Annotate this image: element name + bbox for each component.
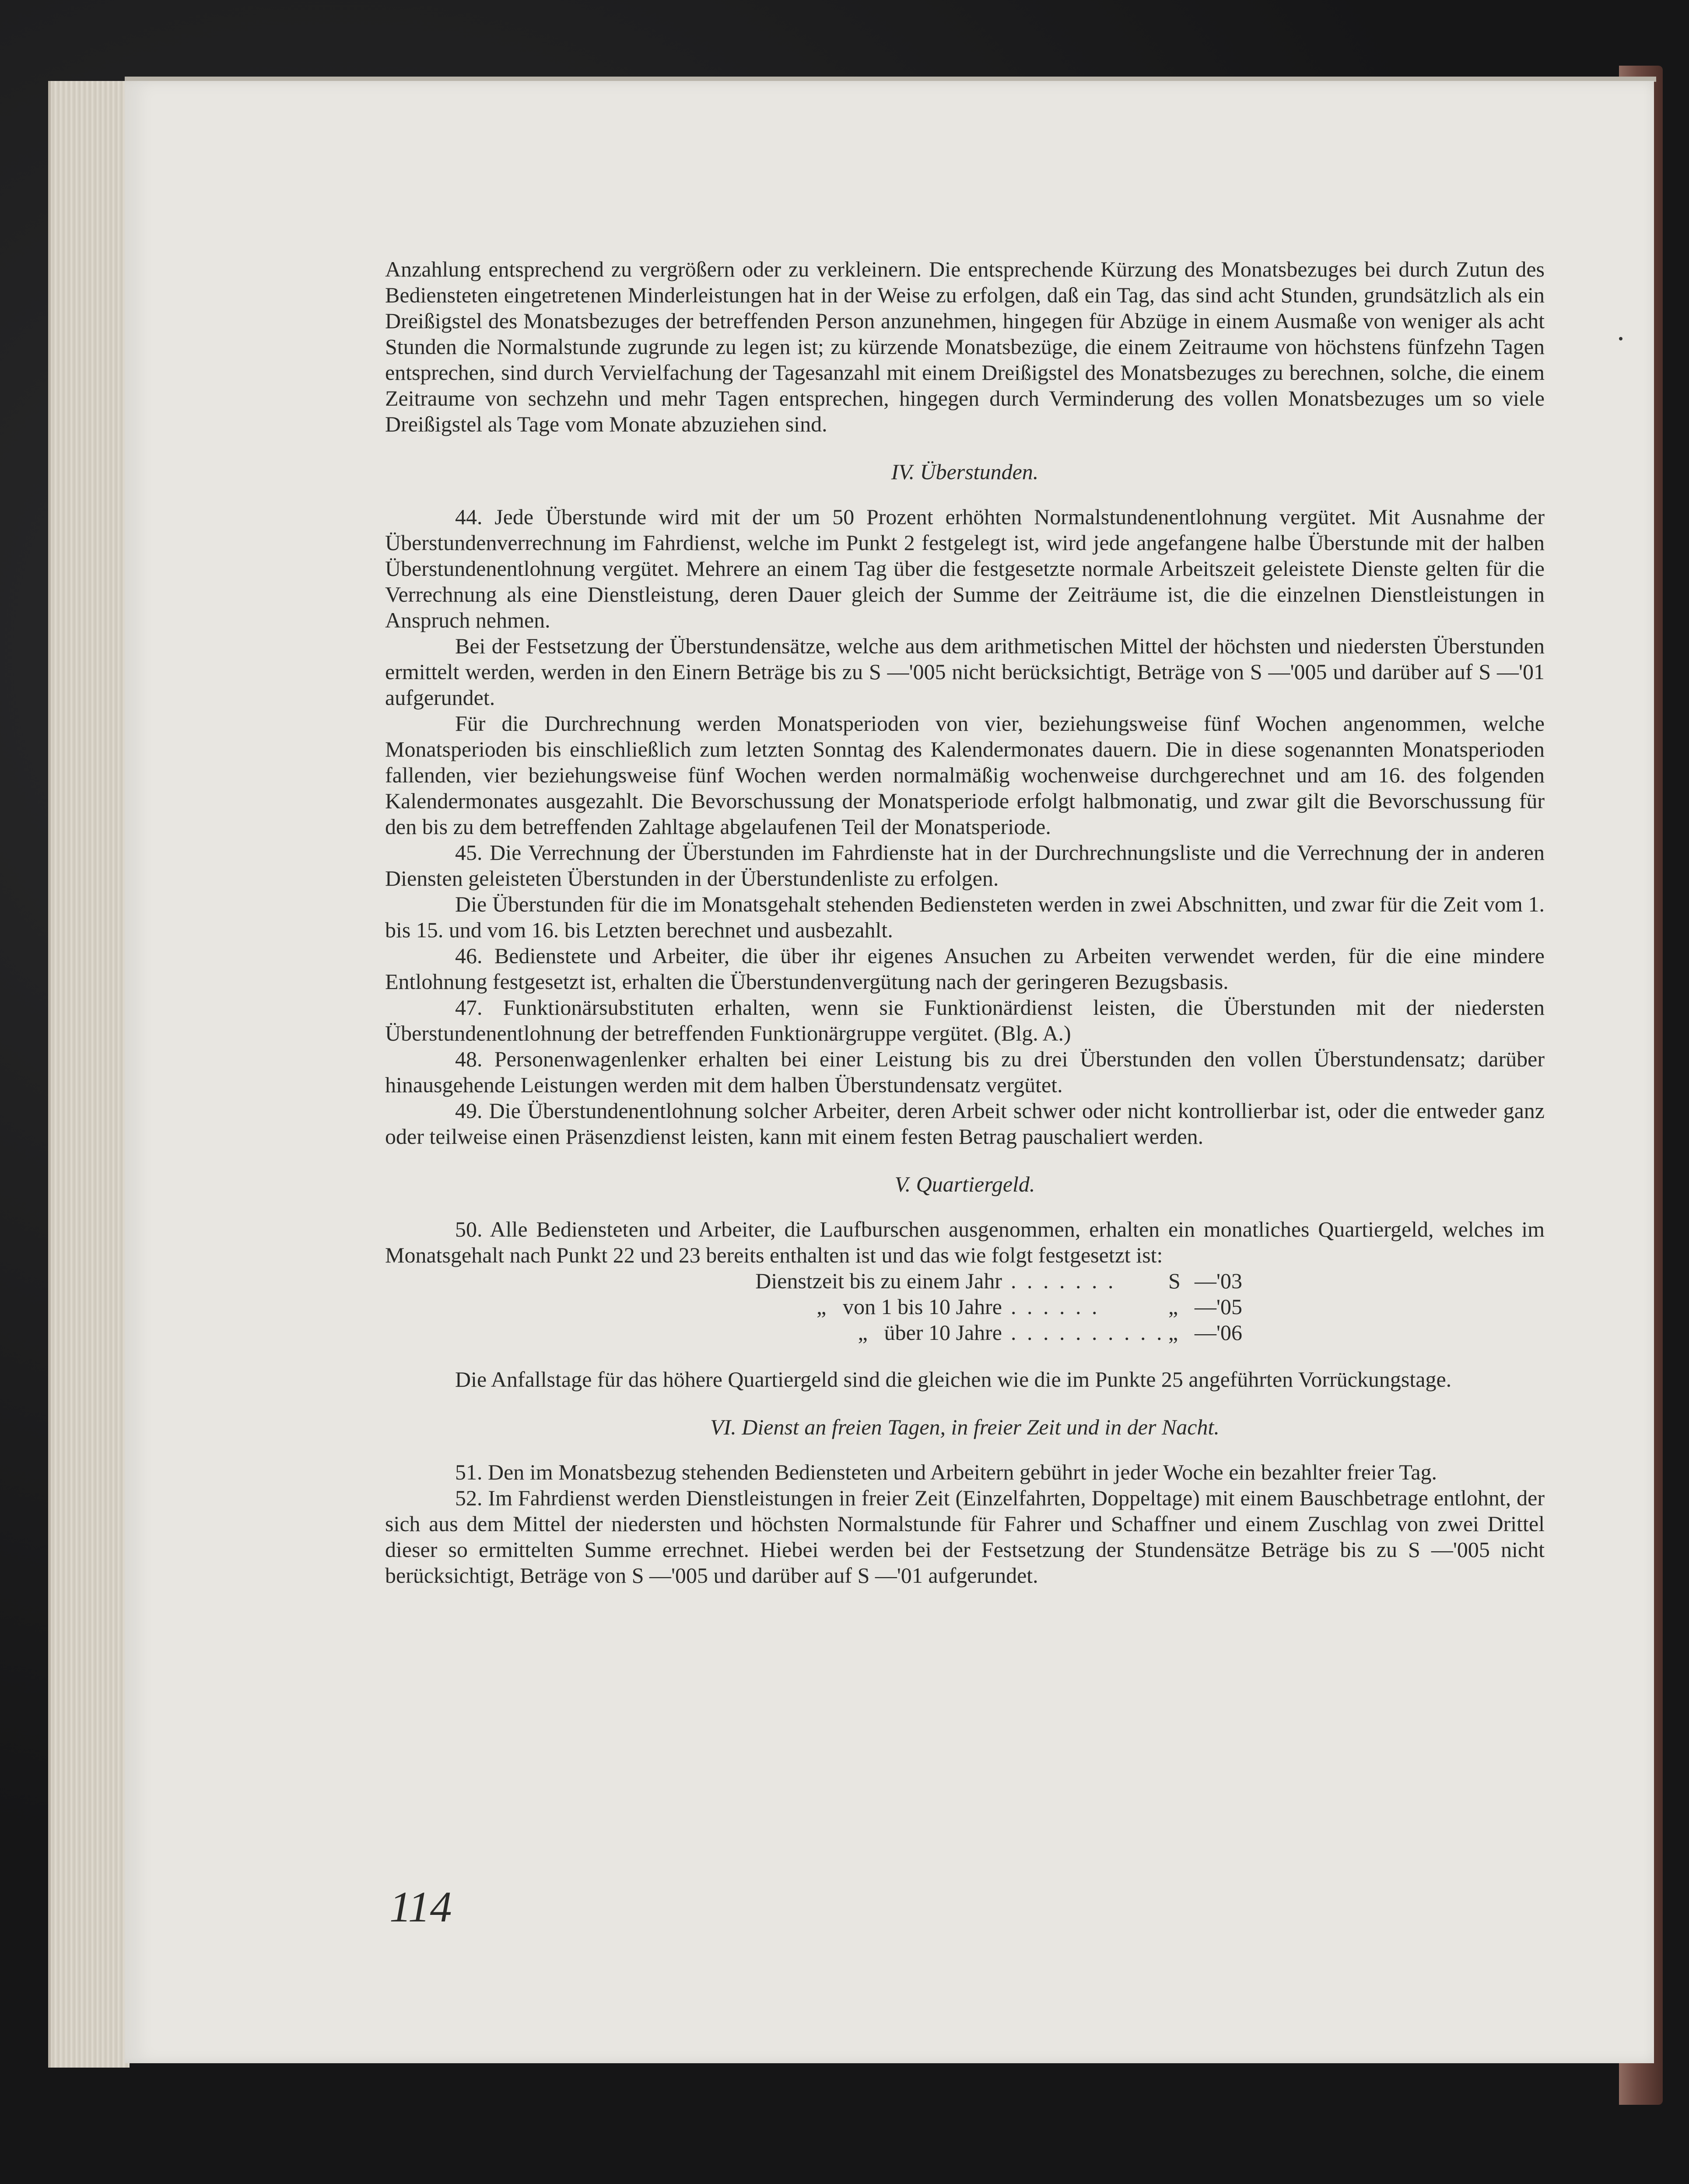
row-value: —'06 — [1195, 1320, 1243, 1345]
section-heading-4: IV. Überstunden. — [891, 459, 1039, 484]
paragraph-49: 49. Die Überstundenentlohnung solcher Arbeiter, deren Arbeit schwer oder nicht kontrollierbar ist, oder die entweder ganz oder teilweise einen Präsenzdienst leisten, kann mit einem festen Betrag pauschaliert werden. — [385, 1098, 1545, 1149]
paragraph-continuation: Anzahlung entsprechend zu vergrößern oder zu verkleinern. Die entsprechende Kürzung des Monatsbezuges bei durch Zutun des Bediensteten eingetretenen Minderleistungen hat in der Weise zu erfolgen, daß ein Tag, das sind acht Stunden, grundsätzlich als ein Dreißigstel des Monatsbezuges der betreffenden Person anzunehmen, hingegen für Abzüge in einem Ausmaße von weniger als acht Stunden die Normalstunde zugrunde zu legen ist; zu kürzende Monatsbezüge, die einem Zeitraume von höchstens fünfzehn Tagen entsprechen, sind durch Vervielfachung der Tagesanzahl mit einem Dreißigstel des Monatsbezuges zu berechnen, solche, die einem Zeitraume von sechzehn und mehr Tagen entsprechen, hingegen durch Verminderung des vollen Monatsbezuges um so viele Dreißigstel als Tage vom Monate abzuziehen sind. — [385, 257, 1545, 436]
leader-dots: . . . . . . . — [1011, 1269, 1116, 1293]
paragraph-50: 50. Alle Bediensteten und Arbeiter, die Laufburschen ausgenommen, erhalten ein monatliches Quartiergeld, welches im Monatsgehalt nach Punkt 22 und 23 bereits enthalten ist und das wie folgt festgesetzt ist: — [385, 1217, 1545, 1267]
paragraph-51: 51. Den im Monatsbezug stehenden Bediensteten und Arbeitern gebührt in jeder Woche ein bezahlter freier Tag. — [455, 1460, 1437, 1484]
row-value: —'05 — [1195, 1294, 1243, 1319]
section-heading-5: V. Quartiergeld. — [894, 1172, 1035, 1196]
paragraph-52: 52. Im Fahrdienst werden Dienstleistungen in freier Zeit (Einzelfahrten, Doppeltage) mit einem Bauschbetrage entlohnt, der sich aus dem Mittel der niedersten und höchsten Normalstunde für Fahrer und Schaffner und einem Zuschlag von zwei Drittel dieser so ermittelten Summe errechnet. Hiebei werden bei der Festsetzung der Stundensätze Beträge bis zu S —'005 nicht berücksichtigt, Beträge von S —'005 und darüber auf S —'01 aufgerundet. — [385, 1486, 1545, 1588]
paragraph-46: 46. Bedienstete und Arbeiter, die über ihr eigenes Ansuchen zu Arbeiten verwendet werden, für die eine mindere Entlohnung festgesetzt ist, erhalten die Überstundenvergütung nach der geringeren Bezugsbasis. — [385, 943, 1545, 994]
paragraph-48: 48. Personenwagenlenker erhalten bei einer Leistung bis zu drei Überstunden den vollen Überstundensatz; darüber hinausgehende Leistungen werden mit dem halben Überstundensatz vergütet. — [385, 1047, 1545, 1097]
paragraph-47: 47. Funktionärsubstituten erhalten, wenn sie Funktionärdienst leisten, die Überstunden mit der niedersten Überstundenentlohnung der betreffenden Funktionärgruppe vergütet. (Blg. A.) — [385, 995, 1545, 1045]
paragraph-45b: Die Überstunden für die im Monatsgehalt stehenden Bediensteten werden in zwei Abschnitten, und zwar für die Zeit vom 1. bis 15. und vom 16. bis Letzten berechnet und ausbezahlt. — [385, 892, 1545, 942]
row-label: Dienstzeit bis zu einem Jahr — [755, 1269, 1002, 1293]
page-stack-edge — [48, 81, 130, 2068]
leader-dots: . . . . . . — [1011, 1294, 1100, 1319]
page-body — [385, 256, 1545, 1588]
paragraph-50b: Die Anfallstage für das höhere Quartiergeld sind die gleichen wie die im Punkte 25 angeführten Vorrückungstage. — [455, 1367, 1452, 1392]
quartiergeld-table — [385, 1268, 1545, 1346]
ditto-mark: „ — [858, 1320, 868, 1345]
paragraph-44: 44. Jede Überstunde wird mit der um 50 Prozent erhöhten Normalstundenentlohnung vergütet. Mit Ausnahme der Überstundenverrechnung im Fahrdienst, welche im Punkt 2 festgelegt ist, wird jede angefangene halbe Überstunde mit der halben Überstundenentlohnung vergütet. Mehrere an einem Tag über die festgesetzte normale Arbeitszeit geleistete Dienste gelten für die Verrechnung als eine Dienstleistung, deren Dauer gleich der Summe der Zeiträume ist, die die einzelnen Dienstleistungen in Anspruch nehmen. — [385, 505, 1545, 632]
row-label: über 10 Jahre — [884, 1320, 1002, 1345]
paragraph-44c: Für die Durchrechnung werden Monatsperioden von vier, beziehungsweise fünf Wochen angenommen, welche Monatsperioden bis einschließlich zum letzten Sonntag des Kalendermonates dauern. Die in diese sogenannten Monatsperioden fallenden, vier beziehungsweise fünf Wochen werden normalmäßig wochenweise durchgerechnet und am 16. des folgenden Kalendermonates ausgezahlt. Die Bevorschussung der Monatsperiode erfolgt halbmonatig, und zwar gilt die Bevorschussung für den bis zu dem betreffenden Zahltage abgelaufenen Teil der Monatsperiode. — [385, 711, 1545, 839]
table-row — [385, 1294, 1545, 1320]
leader-dots: . . . . . . . . . . — [1011, 1320, 1165, 1345]
row-currency: „ — [1168, 1320, 1178, 1345]
page-number: 114 — [389, 1883, 452, 1931]
row-currency: „ — [1168, 1294, 1178, 1319]
table-row — [385, 1320, 1545, 1346]
row-value: —'03 — [1195, 1269, 1243, 1293]
paragraph-45: 45. Die Verrechnung der Überstunden im Fahrdienste hat in der Durchrechnungsliste und die Verrechnung der in anderen Diensten geleisteten Überstunden in der Überstundenliste zu erfolgen. — [385, 840, 1545, 890]
speck — [1619, 337, 1622, 340]
table-row — [385, 1268, 1545, 1294]
ditto-mark: „ — [816, 1294, 827, 1319]
row-currency: S — [1168, 1269, 1181, 1293]
section-heading-6: VI. Dienst an freien Tagen, in freier Zeit und in der Nacht. — [710, 1415, 1219, 1439]
paragraph-44b: Bei der Festsetzung der Überstundensätze, welche aus dem arithmetischen Mittel der höchsten und niedersten Überstunden ermittelt werden, werden in den Einern Beträge bis zu S —'005 nicht berücksichtigt, Beträge von S —'005 und darüber auf S —'01 aufgerundet. — [385, 634, 1545, 710]
row-label: von 1 bis 10 Jahre — [843, 1294, 1002, 1319]
